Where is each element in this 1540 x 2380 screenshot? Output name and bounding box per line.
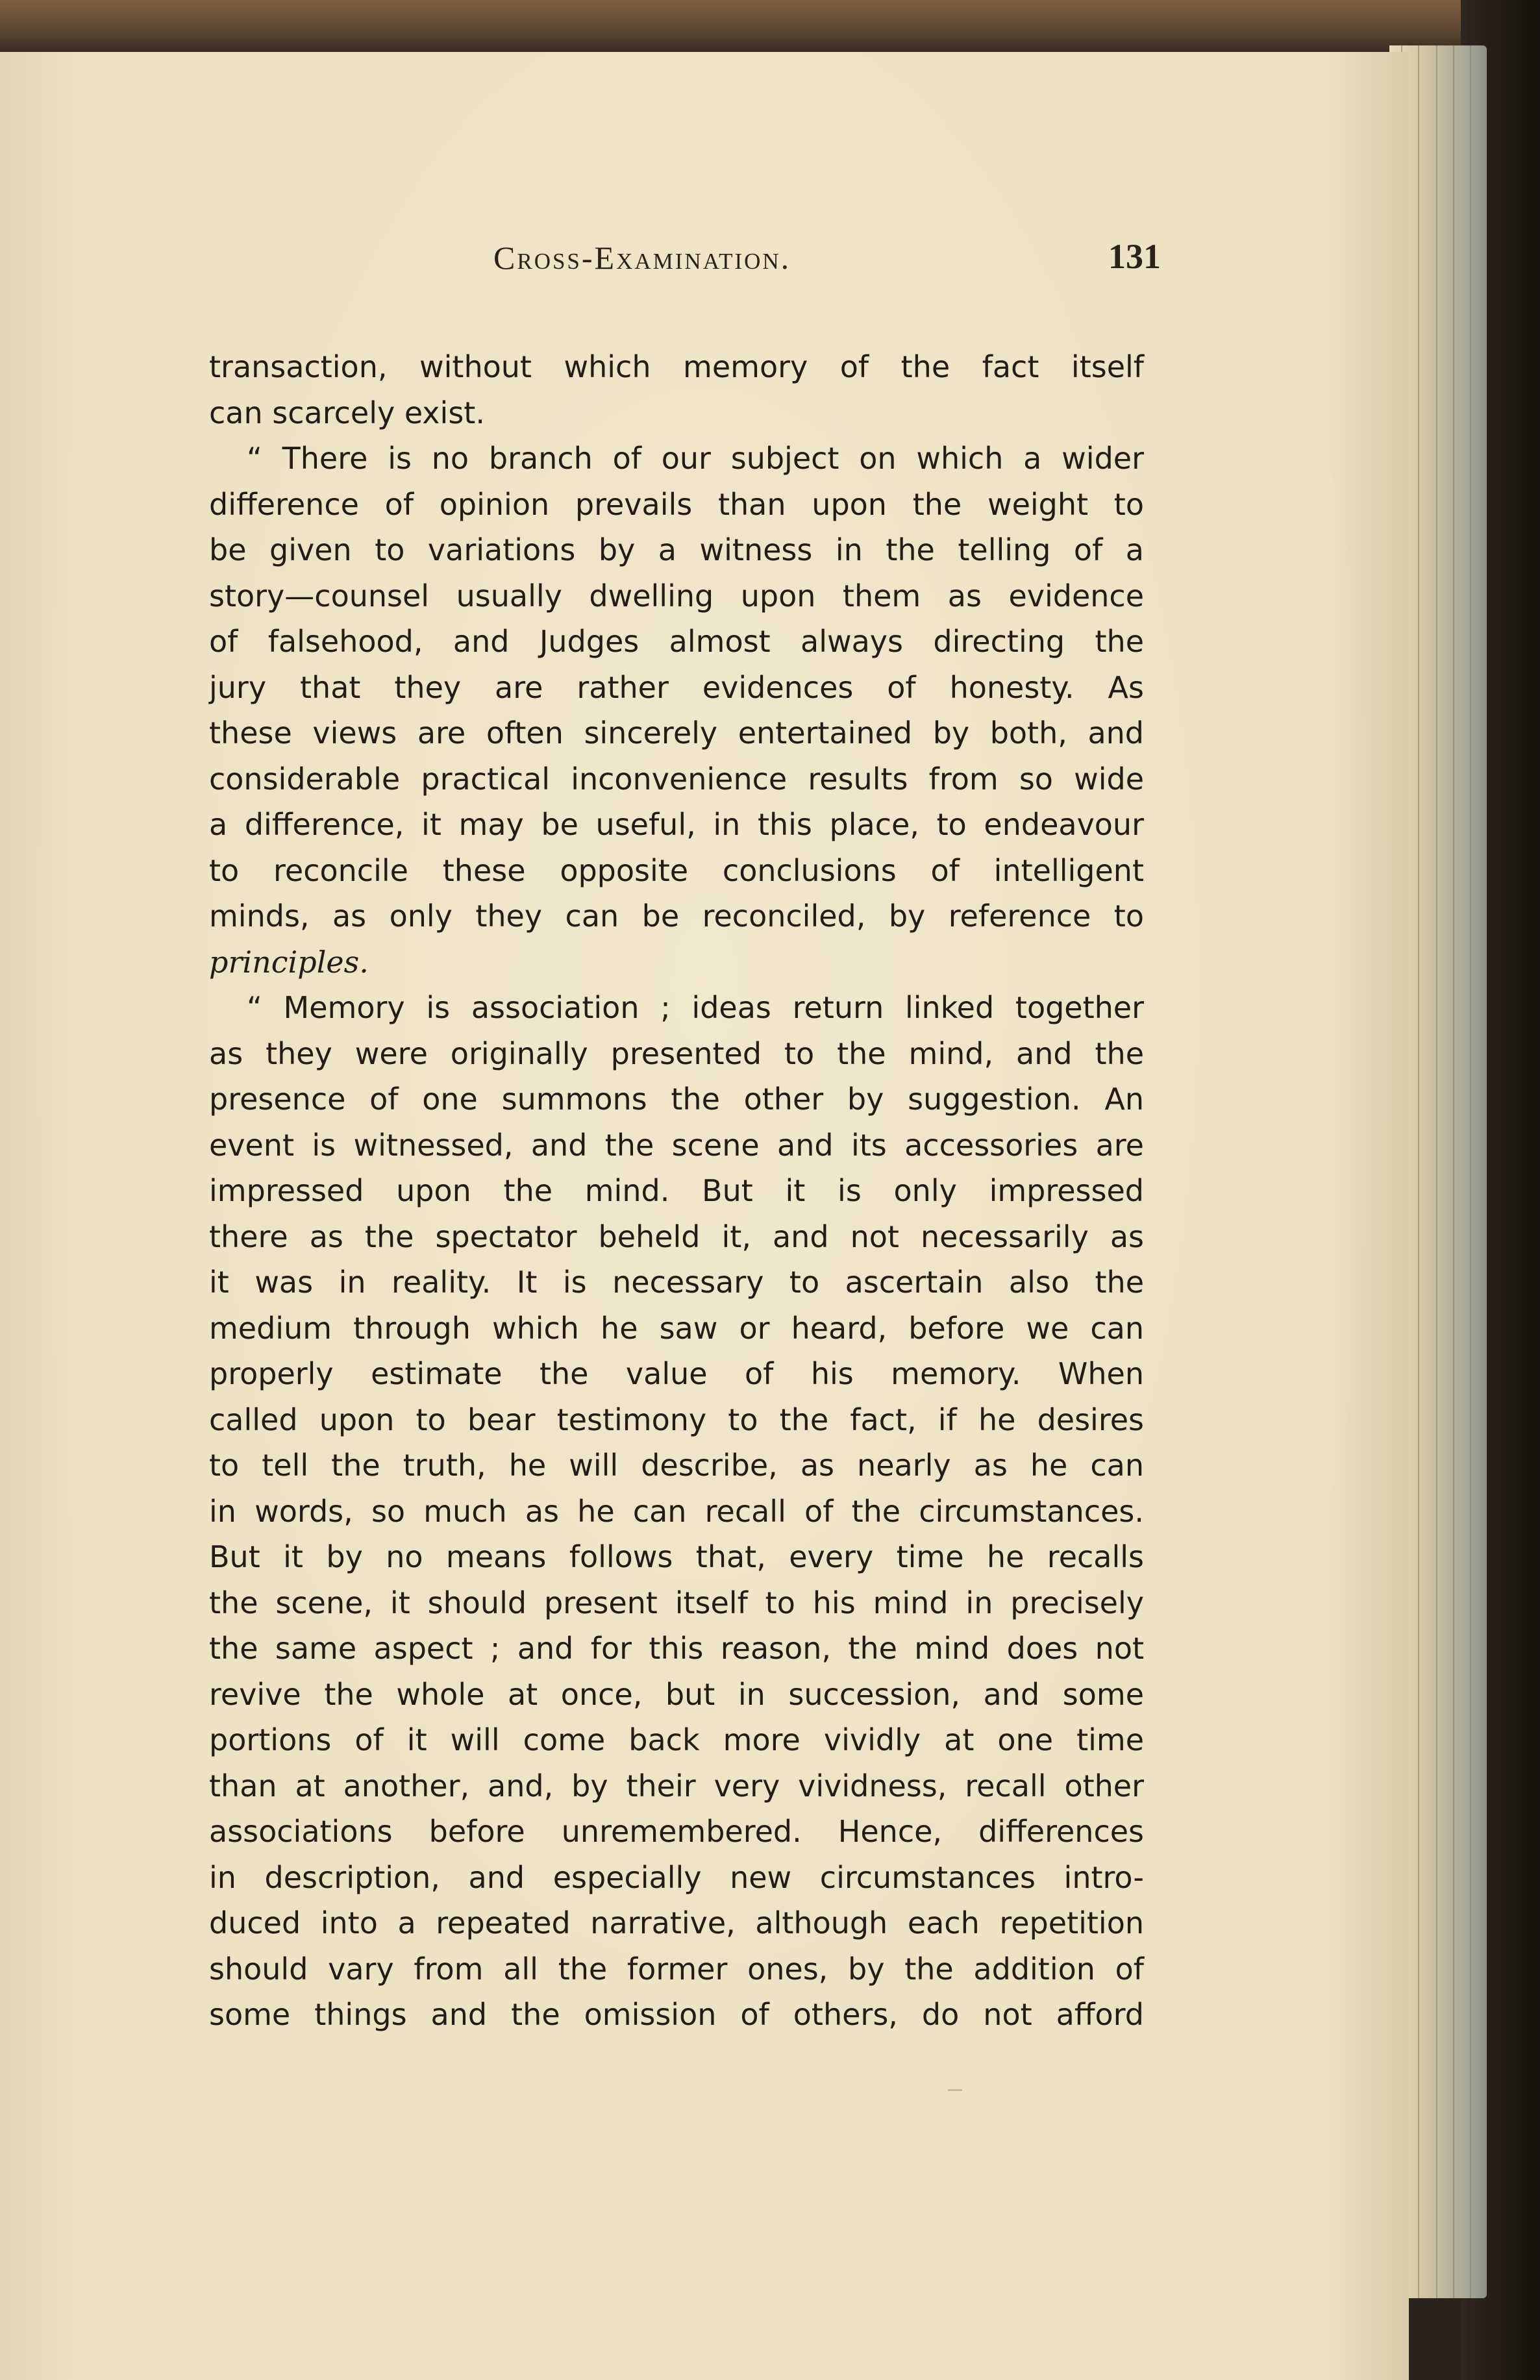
text-line: the same aspect ; and for this reason, the mind does not <box>209 1631 1144 1666</box>
text-line: can scarcely exist. <box>209 395 485 430</box>
text-line: as they were originally presented to the mind, and the <box>209 1035 1144 1071</box>
text-line: difference of opinion prevails than upon the weight to <box>209 486 1144 522</box>
body-text <box>209 344 1144 2038</box>
text-line: “ There is no branch of our subject on which a wider <box>247 441 1144 476</box>
text-line: these views are often sincerely entertained by both, and <box>209 715 1144 750</box>
page-number: 131 <box>1108 237 1161 276</box>
text-line: properly estimate the value of his memory. When <box>209 1356 1144 1391</box>
text-line: principles. <box>209 944 369 980</box>
text-line: than at another, and, by their very vividness, recall other <box>209 1768 1144 1804</box>
text-line: portions of it will come back more vividly at one time <box>209 1722 1144 1757</box>
text-line: jury that they are rather evidences of honesty. As <box>209 669 1144 705</box>
page-edge-line <box>1453 45 1454 2298</box>
text-line: minds, as only they can be reconciled, by reference to <box>209 899 1144 934</box>
text-line: should vary from all the former ones, by the addition of <box>209 1951 1144 1987</box>
text-line: of falsehood, and Judges almost always directing the <box>209 624 1144 659</box>
running-head <box>493 213 1169 291</box>
text-line: the scene, it should present itself to his mind in precisely <box>209 1585 1144 1620</box>
ink-mark <box>948 2089 962 2091</box>
page-edge-line <box>1436 45 1437 2298</box>
text-line: associations before unremembered. Hence, differences <box>209 1814 1144 1849</box>
text-line: be given to variations by a witness in the telling of a <box>209 532 1144 567</box>
page-edge-line <box>1470 45 1471 2298</box>
text-line: duced into a repeated narrative, although each repetition <box>209 1905 1144 1940</box>
running-head-title: Cross-Examination. <box>493 240 791 276</box>
text-line: it was in reality. It is necessary to ascertain also the <box>209 1265 1144 1300</box>
text-line: some things and the omission of others, do not afford <box>209 1997 1144 2032</box>
text-line: considerable practical inconvenience results from so wide <box>209 761 1144 797</box>
text-line: presence of one summons the other by suggestion. An <box>209 1082 1144 1117</box>
text-line: in words, so much as he can recall of the circumstances. <box>209 1493 1144 1529</box>
text-line: story—counsel usually dwelling upon them as evidence <box>209 578 1144 614</box>
book-cover-edge <box>0 0 1540 58</box>
text-line: there as the spectator beheld it, and not necessarily as <box>209 1219 1144 1254</box>
text-line: But it by no means follows that, every time he recalls <box>209 1539 1144 1574</box>
text-line: event is witnessed, and the scene and its accessories are <box>209 1127 1144 1163</box>
page-edge-line <box>1418 45 1419 2298</box>
text-line: “ Memory is association ; ideas return linked together <box>247 990 1144 1025</box>
text-line: to reconcile these opposite conclusions of intelligent <box>209 852 1144 888</box>
text-line: in description, and especially new circumstances intro- <box>209 1859 1144 1895</box>
text-line: medium through which he saw or heard, before we can <box>209 1310 1144 1346</box>
text-line: revive the whole at once, but in succession, and some <box>209 1676 1144 1712</box>
text-line: called upon to bear testimony to the fact, if he desires <box>209 1402 1144 1437</box>
text-line: impressed upon the mind. But it is only impressed <box>209 1173 1144 1208</box>
text-line: to tell the truth, he will describe, as nearly as he can <box>209 1448 1144 1483</box>
text-line: transaction, without which memory of the fact itself <box>209 349 1144 384</box>
text-line: a difference, it may be useful, in this place, to endeavour <box>209 807 1144 842</box>
